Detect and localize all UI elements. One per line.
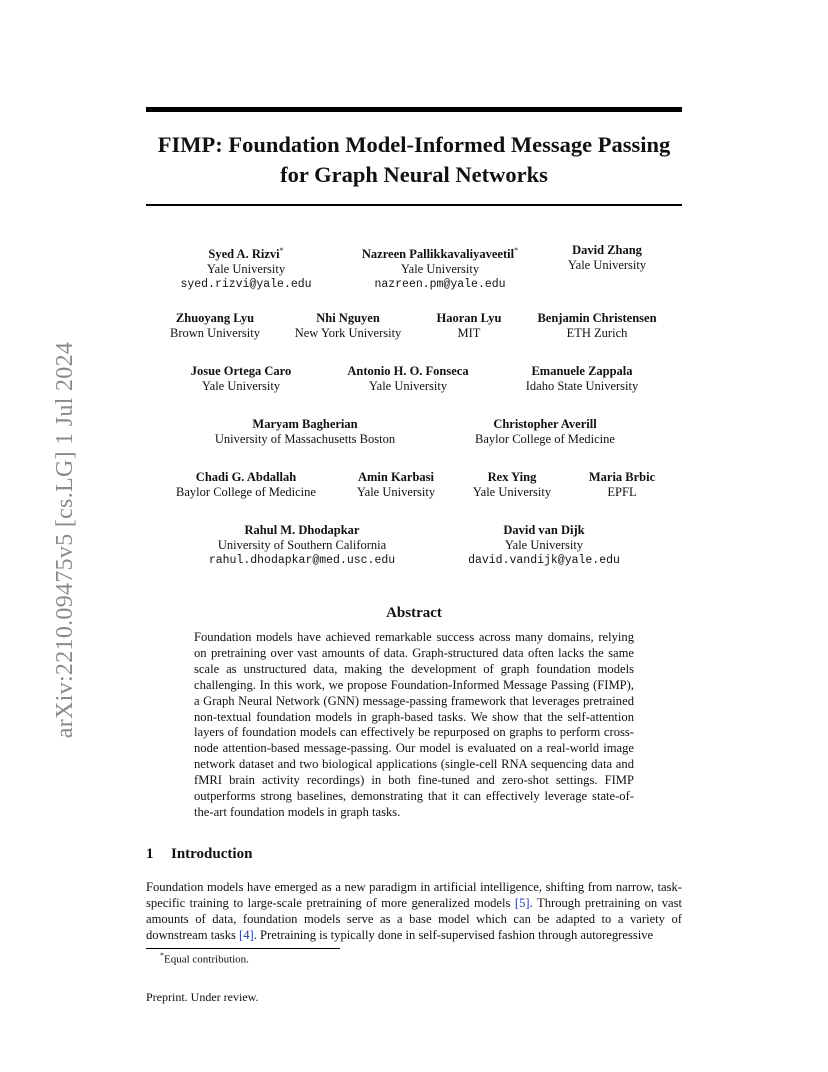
author-affiliation: EPFL [607, 485, 637, 499]
author-name: Maryam Bagherian [252, 417, 358, 431]
author-name: Maria Brbic [588, 470, 656, 484]
author-affiliation: MIT [457, 326, 481, 340]
intro-text: . Through pretraining on vast amounts of data, foundation models serve as a base model which can be adapted to a variety of downstream tasks [146, 895, 682, 942]
section-title: Introduction [171, 846, 253, 862]
author-name: Emanuele Zappala [531, 364, 633, 378]
author-affiliation: Yale University [356, 485, 436, 499]
author-block [426, 311, 512, 341]
author-block [348, 470, 444, 500]
author-block [526, 311, 668, 341]
author-name: Rex Ying [487, 470, 537, 484]
author-name: Christopher Averill [493, 417, 597, 431]
author-name: Antonio H. O. Fonseca [347, 364, 469, 378]
author-block [166, 243, 326, 292]
author-block [464, 470, 560, 500]
section-number: 1 [146, 846, 154, 862]
author-affiliation: Baylor College of Medicine [176, 485, 316, 499]
author-affiliation: University of Massachusetts Boston [214, 432, 396, 446]
author-email[interactable]: nazreen.pm@yale.edu [374, 278, 506, 292]
footnote-mark: * [160, 951, 164, 960]
title-rule-bottom [146, 204, 682, 206]
author-email[interactable]: rahul.dhodapkar@med.usc.edu [208, 554, 396, 567]
author-affiliation: Yale University [504, 538, 584, 552]
author-name: Nhi Nguyen [316, 311, 380, 325]
paper-title [146, 130, 682, 190]
author-affiliation: Yale University [368, 379, 448, 393]
author-affiliation: New York University [294, 326, 402, 340]
author-affiliation: Yale University [201, 379, 281, 393]
author-affiliation: Yale University [472, 485, 552, 499]
author-name: Chadi G. Abdallah [195, 470, 297, 484]
abstract-heading: Abstract [386, 605, 442, 621]
author-name: Syed A. Rizvi [208, 247, 280, 262]
title-rule-top [146, 107, 682, 112]
intro-text: . Pretraining is typically done in self-supervised fashion through autoregressive [253, 927, 654, 942]
author-footnote-mark: * [279, 246, 284, 255]
author-name: Benjamin Christensen [537, 311, 657, 325]
author-block [198, 417, 412, 447]
title-line-1: FIMP: Foundation Model-Informed Message Passing [157, 132, 671, 157]
author-name: David Zhang [572, 243, 642, 257]
author-affiliation: University of Southern California [217, 538, 387, 552]
author-block [332, 364, 484, 394]
author-name: Amin Karbasi [357, 470, 435, 484]
author-block [164, 470, 328, 500]
author-block [176, 364, 306, 394]
author-affiliation: ETH Zurich [566, 326, 628, 340]
author-name: Nazreen Pallikkavaliyaveetil [361, 247, 515, 262]
author-name: Josue Ortega Caro [190, 364, 292, 378]
author-email[interactable]: syed.rizvi@yale.edu [180, 278, 312, 292]
author-block [340, 243, 540, 292]
author-block [510, 364, 654, 394]
author-affiliation: Yale University [400, 262, 480, 277]
author-name: David van Dijk [503, 523, 585, 537]
author-name: Haoran Lyu [436, 311, 502, 325]
author-name: Zhuoyang Lyu [175, 311, 255, 325]
preprint-note: Preprint. Under review. [146, 990, 259, 1004]
arxiv-stamp: arXiv:2210.09475v5 [cs.LG] 1 Jul 2024 [52, 341, 78, 739]
author-affiliation: Yale University [567, 258, 647, 272]
abstract-text: Foundation models have achieved remarkable success across many domains, relying on pretraining over vast amounts of data. Graph-structured data often lacks the same scale as unstructured data, making the development of graph foundation models challenging. In this work, we propose Foundation-Informed Message Passing (FIMP), a Graph Neural Network (GNN) message-passing framework that leverages pretrained non-textual foundation models in graph-based tasks. We show that the self-attention layers of foundation models can effectively be repurposed on graphs to perform cross-node attention-based message-passing. Our model is evaluated on a real-world image network dataset and two biological applications (single-cell RNA sequencing data and fMRI brain activity recordings) in both fine-tuned and zero-shot settings. FIMP outperforms strong baselines, demonstrating that it can effectively leverage state-of-the-art foundation models in graph tasks. [194, 630, 634, 819]
section-heading [146, 846, 252, 863]
footnote-text: Equal contribution. [164, 953, 249, 966]
title-line-2: for Graph Neural Networks [280, 162, 548, 187]
footnote [160, 951, 249, 966]
author-block [460, 417, 630, 447]
author-name: Rahul M. Dhodapkar [244, 523, 360, 537]
author-block [458, 523, 630, 568]
author-block [285, 311, 411, 341]
intro-text: Foundation models have emerged as a new paradigm in artificial intelligence, shifting from narrow, task-specific training to large-scale pretraining of more generalized models [146, 880, 682, 910]
author-affiliation: Baylor College of Medicine [475, 432, 615, 446]
footnote-rule [146, 948, 340, 949]
citation-link[interactable]: [5] [514, 895, 530, 910]
author-footnote-mark: * [514, 246, 519, 255]
intro-paragraph [146, 880, 682, 944]
author-affiliation: Yale University [206, 262, 286, 277]
author-affiliation: Idaho State University [525, 379, 639, 393]
citation-link[interactable]: [4] [239, 927, 254, 942]
author-block [196, 523, 408, 568]
author-email[interactable]: david.vandijk@yale.edu [468, 554, 620, 567]
author-block [160, 311, 270, 341]
author-affiliation: Brown University [170, 326, 260, 340]
author-block [552, 243, 662, 273]
author-block [578, 470, 666, 500]
